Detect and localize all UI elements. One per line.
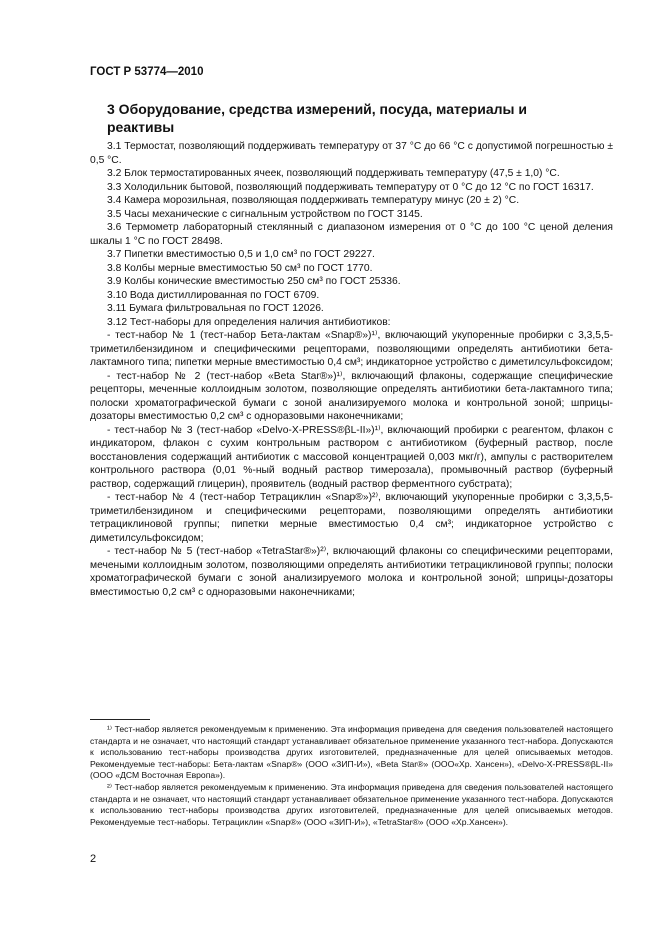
paragraph-3-3: 3.3 Холодильник бытовой, позволяющий поддерживать температуру от 0 °С до 12 °С по ГОСТ 16317.	[107, 181, 594, 193]
paragraph-3-8: 3.8 Колбы мерные вместимостью 50 см³ по ГОСТ 1770.	[107, 262, 373, 274]
list-item-test-kit-2: - тест-набор № 2 (тест-набор «Beta Star®»)¹⁾, включающий флаконы, содержащие специфические рецепторы, меченные коллоидным золотом, позволяющие определять антибиотики бета-лактамного типа; полоски хроматографической бумаги с зоной анализируемого молока и контрольной зоной; шприцы-дозаторы вместимостью 0,2 см³ с одноразовыми наконечниками;	[90, 370, 613, 422]
paragraph-3-9: 3.9 Колбы конические вместимостью 250 см³ по ГОСТ 25336.	[107, 276, 401, 287]
page-number: 2	[90, 853, 97, 865]
list-item-test-kit-5: - тест-набор № 5 (тест-набор «TetraStar®»)²⁾, включающий флаконы со специфическими рецепторами, мечеными коллоидным золотом, позволяющими определять антибиотики тетрациклиновой группы; полоски хроматографической бумаги с зоной анализируемого молока и контрольной зоной; шприцы-дозаторы вместимостью 0,2 см³ с одноразовыми наконечниками;	[90, 546, 613, 598]
paragraph-3-10: 3.10 Вода дистиллированная по ГОСТ 6709.	[107, 289, 320, 301]
footnote-1: ¹⁾ Тест-набор является рекомендуемым к применению. Эта информация приведена для сведения пользователей настоящего стандарта и не означает, что настоящий стандарт устанавливает обязательное применение указанного тест-набора. Допускаются к использованию тест-наборы производства других изготовителей, предназначенные для целей описываемых методов. Рекомендуемые тест-наборы: Бета-лактам «Snap®» (ООО «ЗИП-И»), «Beta Star®» (ООО«Хр. Хансен»), «Delvo-X-PRESS®βL-II» (ООО «ДСМ Восточная Европа»).	[90, 724, 613, 781]
paragraph-3-7: 3.7 Пипетки вместимостью 0,5 и 1,0 см³ по ГОСТ 29227.	[107, 249, 375, 260]
paragraph-3-6: 3.6 Термометр лабораторный стеклянный с диапазоном измерения от 0 °С до 100 °С ценой деления шкалы 1 °С по ГОСТ 28498.	[90, 222, 613, 247]
list-item-test-kit-1: - тест-набор № 1 (тест-набор Бета-лактам «Snap®»)¹⁾, включающий укупоренные пробирки с 3,3,5,5-триметилбензидином и специфическими рецепторами, позволяющими определять антибиотики бета-лактамного типа; пипетки мерные вместимостью 0,4 см³; индикаторное устройство с диметилсульфоксидом;	[90, 330, 613, 368]
section-title: 3 Оборудование, средства измерений, посуда, материалы и реактивы	[107, 101, 527, 135]
paragraph-3-5: 3.5 Часы механические с сигнальным устройством по ГОСТ 3145.	[107, 208, 423, 220]
paragraph-3-11: 3.11 Бумага фильтровальная по ГОСТ 12026.	[107, 303, 324, 314]
list-item-test-kit-3: - тест-набор № 3 (тест-набор «Delvo-X-PRESS®βL-II»)¹⁾, включающий пробирки с реагентом, флакон с индикатором, флакон с сухим контрольным раствором с антибиотиком (буферный раствор, после восстановления содержащий антибиотик с массовой концентрацией 0,003 мкг/г), ампулы с растворителем контрольного раствора (0,01 %-ный водный раствор тимерозала), промывочный раствор (буферный раствор, содержащий глицерин), проявитель (водный раствор ферментного субстрата);	[90, 424, 613, 490]
paragraph-3-1: 3.1 Термостат, позволяющий поддерживать температуру от 37 °С до 66 °С с допустимой погрешностью ± 0,5 °С.	[90, 141, 613, 166]
footnote-divider	[90, 719, 150, 720]
document-header: ГОСТ Р 53774—2010	[90, 66, 204, 78]
footnote-2: ²⁾ Тест-набор является рекомендуемым к применению. Эта информация приведена для сведения пользователей настоящего стандарта и не означает, что настоящий стандарт устанавливает обязательное применение указанного тест-набора. Допускаются к использованию тест-наборы производства других изготовителей, предназначенные для целей описываемых методов. Рекомендуемые тест-наборы. Тетрациклин «Snap®» (ООО «ЗИП-И»), «TetraStar®» (ООО «Хр.Хансен»).	[90, 781, 613, 827]
footnotes	[90, 724, 613, 828]
paragraph-3-2: 3.2 Блок термостатированных ячеек, позволяющий поддерживать температуру (47,5 ± 1,0) °С.	[107, 168, 560, 179]
paragraph-3-12: 3.12 Тест-наборы для определения наличия антибиотиков:	[107, 316, 391, 328]
list-item-test-kit-4: - тест-набор № 4 (тест-набор Тетрациклин «Snap®»)²⁾, включающий укупоренные пробирки с 3,3,5,5-триметилбензидином и специфическими рецепторами, позволяющими определять антибиотики тетрациклиновой группы; пипетки мерные вместимостью 0,4 см³; индикаторное устройство с диметилсульфоксидом;	[90, 492, 613, 544]
section-body	[90, 140, 613, 599]
paragraph-3-4: 3.4 Камера морозильная, позволяющая поддерживать температуру минус (20 ± 2) °С.	[107, 195, 520, 206]
